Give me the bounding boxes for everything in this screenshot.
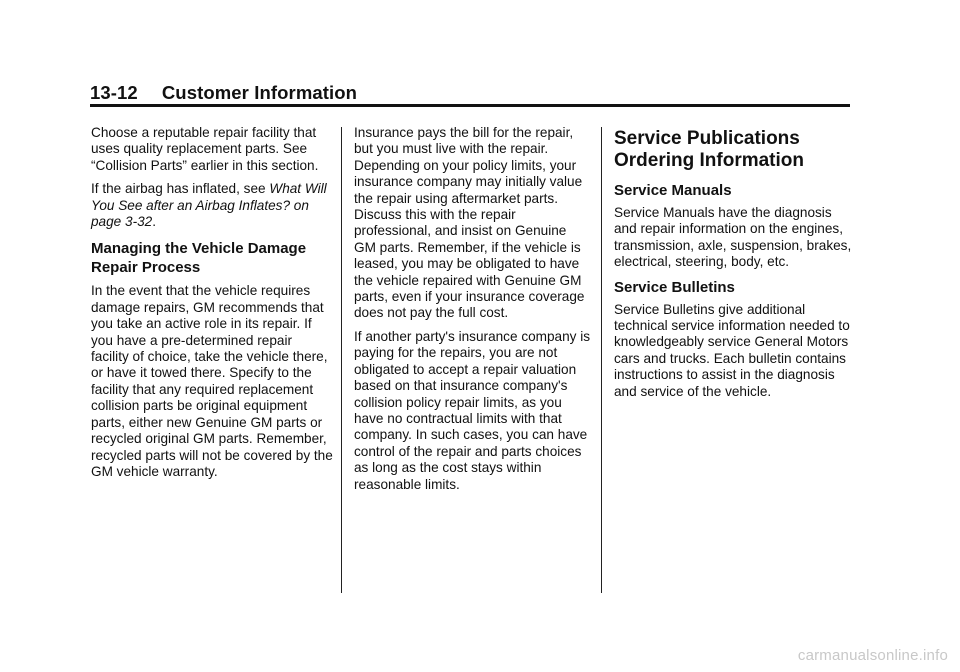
column-3 <box>614 128 854 407</box>
paragraph-service-manuals: Service Manuals have the diagnosis and repair information on the engines, transmission, axle, suspension, brakes, electrical, steering, body, etc. <box>614 205 852 270</box>
paragraph-damage-repairs: In the event that the vehicle requires damage repairs, GM recommends that you take an active role in its repair. If you have a pre-determined repair facility of choice, take the vehicle there, or have it towed there. Specify to the facility that any required replacement collision parts be original equipment parts, either new Genuine GM parts or recycled original GM parts. Remember, recycled parts will not be covered by the GM vehicle warranty. <box>91 283 333 479</box>
header-rule <box>90 104 850 107</box>
watermark: carmanualsonline.info <box>797 647 948 664</box>
paragraph-airbag-reference: If the airbag has inflated, see What Will You See after an Airbag Inflates? on page 3-32. <box>91 181 327 230</box>
paragraph-repair-facility: Choose a reputable repair facility that uses quality replacement parts. See “Collision Parts” earlier in this section. <box>91 125 319 173</box>
heading-service-publications: Service Publications Ordering Information <box>614 128 804 171</box>
column-1 <box>91 125 333 487</box>
column-divider-2 <box>601 127 602 593</box>
heading-damage-repair-process: Managing the Vehicle Damage Repair Process <box>91 240 307 277</box>
column-2 <box>354 125 592 500</box>
page-header <box>90 82 850 104</box>
heading-service-bulletins: Service Bulletins <box>614 278 735 296</box>
section-title: Customer Information <box>161 82 358 103</box>
page-number: 13-12 <box>90 82 138 103</box>
column-divider-1 <box>341 127 342 593</box>
paragraph-insurance: Insurance pays the bill for the repair, but you must live with the repair. Depending on your policy limits, your insurance company may initially value the repair using aftermarket parts. Discuss this with the repair professional, and insist on Genuine GM parts. Remember, if the vehicle is leased, you may be obligated to have the vehicle repaired with Genuine GM parts, even if your insurance coverage does not pay the full cost. <box>354 125 585 321</box>
paragraph-service-bulletins: Service Bulletins give additional technical service information needed to knowledgeably service General Motors cars and trucks. Each bulletin contains instructions to assist in the diagnosis and service of the vehicle. <box>614 301 850 399</box>
heading-service-manuals: Service Manuals <box>614 182 732 199</box>
airbag-page-reference-link[interactable]: What Will You See after an Airbag Inflates? on page 3-32 <box>91 181 327 230</box>
paragraph-other-party: If another party's insurance company is paying for the repairs, you are not obligated to accept a repair valuation based on that insurance company's collision policy repair limits, as you have no contractual limits with that company. In such cases, you can have control of the repair and parts choices as long as the cost stays within reasonable limits. <box>354 328 591 492</box>
